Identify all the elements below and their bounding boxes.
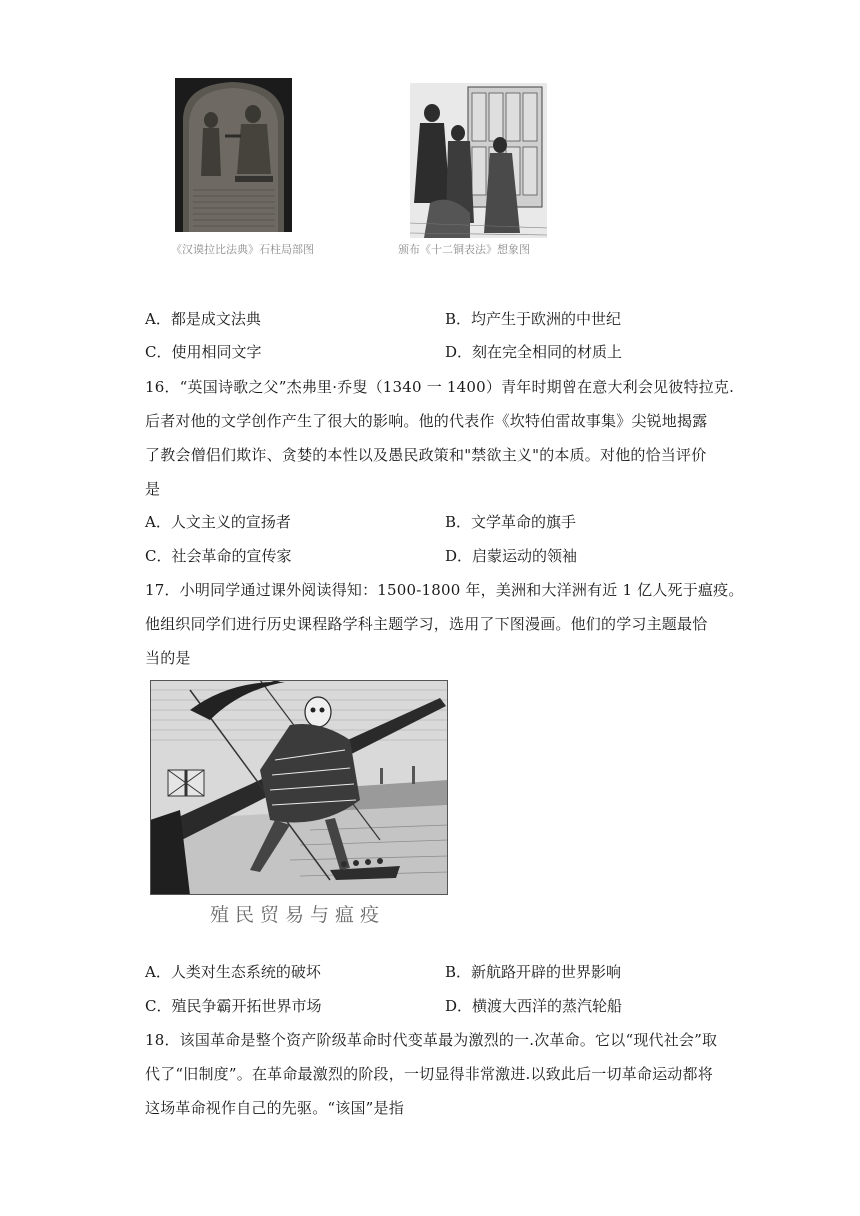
- option-letter: C．: [145, 343, 172, 361]
- option-letter: D．: [445, 997, 473, 1015]
- q17-stem-line-1: 17．小明同学通过课外阅读得知：1500-1800 年，美洲和大洋洲有近 1 亿人死于瘟疫。: [145, 581, 744, 599]
- option-text: 刻在完全相同的材质上: [472, 343, 623, 361]
- plague-cartoon-caption: 殖民贸易与瘟疫: [210, 904, 386, 926]
- option-text: 人文主义的宣扬者: [170, 513, 291, 531]
- q16-option-a: [145, 512, 291, 532]
- q16-stem-line-3: 了教会僧侣们欺诈、贪婪的本性以及愚民政策和"禁欲主义"的本质。对他的恰当评价: [145, 446, 707, 464]
- q15-option-d: [445, 342, 622, 362]
- option-letter: B．: [445, 513, 472, 531]
- option-text: 横渡大西洋的蒸汽轮船: [472, 997, 623, 1015]
- q16-stem-line-4: 是: [145, 480, 161, 498]
- option-text: 都是成文法典: [170, 310, 261, 328]
- option-text: 均产生于欧洲的中世纪: [471, 310, 622, 328]
- option-letter: A．: [145, 513, 171, 531]
- q15-option-c: [145, 342, 262, 362]
- q16-option-b: [445, 512, 576, 532]
- q16-option-d: [445, 546, 577, 566]
- hammurabi-caption: 《汉谟拉比法典》石柱局部图: [171, 243, 314, 256]
- q17-option-d: [445, 996, 622, 1016]
- twelve-tables-caption: 颁布《十二铜表法》想象图: [398, 243, 530, 256]
- q17-option-b: [445, 962, 621, 982]
- q15-option-b: [445, 309, 621, 329]
- option-letter: D．: [445, 343, 473, 361]
- option-text: 使用相同文字: [171, 343, 262, 361]
- option-text: 殖民争霸开拓世界市场: [171, 997, 322, 1015]
- q16-stem-line-1: 16．“英国诗歌之父”杰弗里·乔叟（1340 一 1400）青年时期曾在意大利会见彼特拉克.: [145, 378, 735, 396]
- q16-stem-line-2: 后者对他的文学创作产生了很大的影响。他的代表作《坎特伯雷故事集》尖锐地揭露: [145, 412, 708, 430]
- hammurabi-stele-image: [175, 78, 292, 232]
- q17-stem-line-3: 当的是: [145, 649, 191, 667]
- option-letter: D．: [445, 547, 473, 565]
- q17-option-c: [145, 996, 322, 1016]
- twelve-tables-image: [410, 83, 547, 238]
- q15-option-a: [145, 309, 261, 329]
- q16-option-c: [145, 546, 292, 566]
- option-letter: C．: [145, 547, 172, 565]
- option-letter: B．: [445, 310, 472, 328]
- option-letter: A．: [145, 310, 171, 328]
- option-letter: B．: [445, 963, 472, 981]
- option-letter: A．: [145, 963, 171, 981]
- plague-cartoon-image: [150, 680, 448, 895]
- option-text: 启蒙运动的领袖: [472, 547, 578, 565]
- option-text: 人类对生态系统的破坏: [170, 963, 321, 981]
- option-text: 社会革命的宣传家: [171, 547, 292, 565]
- option-text: 新航路开辟的世界影响: [471, 963, 622, 981]
- q18-stem-line-1: 18．该国革命是整个资产阶级革命时代变革最为激烈的一.次革命。它以“现代社会”取: [145, 1031, 718, 1049]
- option-letter: C．: [145, 997, 172, 1015]
- option-text: 文学革命的旗手: [471, 513, 577, 531]
- q18-stem-line-3: 这场革命视作自己的先驱。“该国”是指: [145, 1099, 404, 1117]
- q17-option-a: [145, 962, 321, 982]
- q18-stem-line-2: 代了“旧制度”。在革命最激烈的阶段，一切显得非常激进.以致此后一切革命运动都将: [145, 1065, 713, 1083]
- q17-stem-line-2: 他组织同学们进行历史课程路学科主题学习，选用了下图漫画。他们的学习主题最恰: [145, 615, 708, 633]
